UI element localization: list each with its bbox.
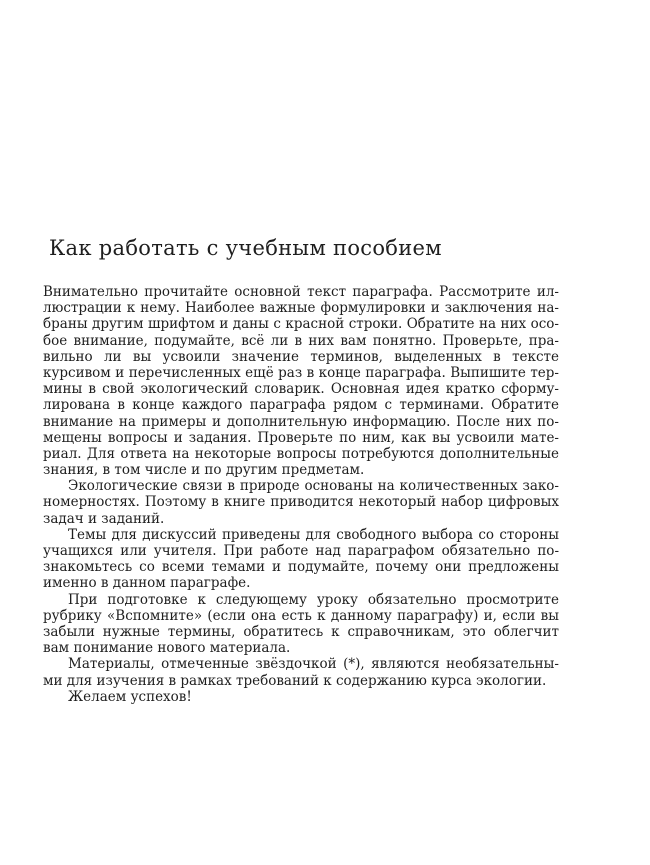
text-line: рубрику «Вспомните» (если она есть к данному параграфу) и, если вы	[43, 607, 559, 624]
text-line: риал. Для ответа на некоторые вопросы потребуются дополнительные	[43, 445, 559, 462]
text-line: забыли нужные термины, обратитесь к справочникам, это облегчит	[43, 623, 559, 640]
text-line: мины в свой экологический словарик. Основная идея кратко сформу-	[43, 381, 559, 398]
text-line: внимание на примеры и дополнительную информацию. После них по-	[43, 413, 559, 430]
text-line: вильно ли вы усвоили значение терминов, выделенных в тексте	[43, 348, 559, 365]
text-line: браны другим шрифтом и даны с красной строки. Обратите на них осо-	[43, 316, 559, 333]
text-line: Желаем успехов!	[68, 688, 192, 705]
text-line: знания, в том числе и по другим предметам.	[43, 462, 365, 479]
text-line: мещены вопросы и задания. Проверьте по ним, как вы усвоили мате-	[43, 429, 559, 446]
text-line: именно в данном параграфе.	[43, 575, 251, 592]
body-text	[43, 284, 559, 705]
text-line: задач и заданий.	[43, 510, 165, 527]
text-line: Темы для дискуссий приведены для свободного выбора со стороны	[68, 526, 559, 543]
text-line: ми для изучения в рамках требований к содержанию курса экологии.	[43, 672, 547, 689]
text-line: Внимательно прочитайте основной текст параграфа. Рассмотрите ил-	[43, 284, 559, 300]
text-line: Материалы, отмеченные звёздочкой (*), являются необязательны-	[68, 656, 559, 673]
text-line: учащихся или учителя. При работе над параграфом обязательно по-	[43, 543, 559, 559]
text-line: курсивом и перечисленных ещё раз в конце параграфа. Выпишите тер-	[43, 364, 559, 381]
text-line: знакомьтесь со всеми темами и подумайте, почему они предложены	[43, 559, 559, 576]
text-line: номерностях. Поэтому в книге приводится некоторый набор цифровых	[43, 494, 559, 511]
text-line: люстрации к нему. Наиболее важные формулировки и заключения на-	[43, 300, 559, 317]
text-line: лирована в конце каждого параграфа рядом с терминами. Обратите	[43, 397, 559, 414]
text-line: бое внимание, подумайте, всё ли в них вам понятно. Проверьте, пра-	[43, 332, 559, 349]
text-line: вам понимание нового материала.	[43, 640, 291, 657]
text-line: При подготовке к следующему уроку обязательно просмотрите	[68, 591, 559, 608]
text-line: Экологические связи в природе основаны на количественных зако-	[68, 478, 559, 495]
page-title: Как работать с учебным пособием	[49, 236, 442, 260]
